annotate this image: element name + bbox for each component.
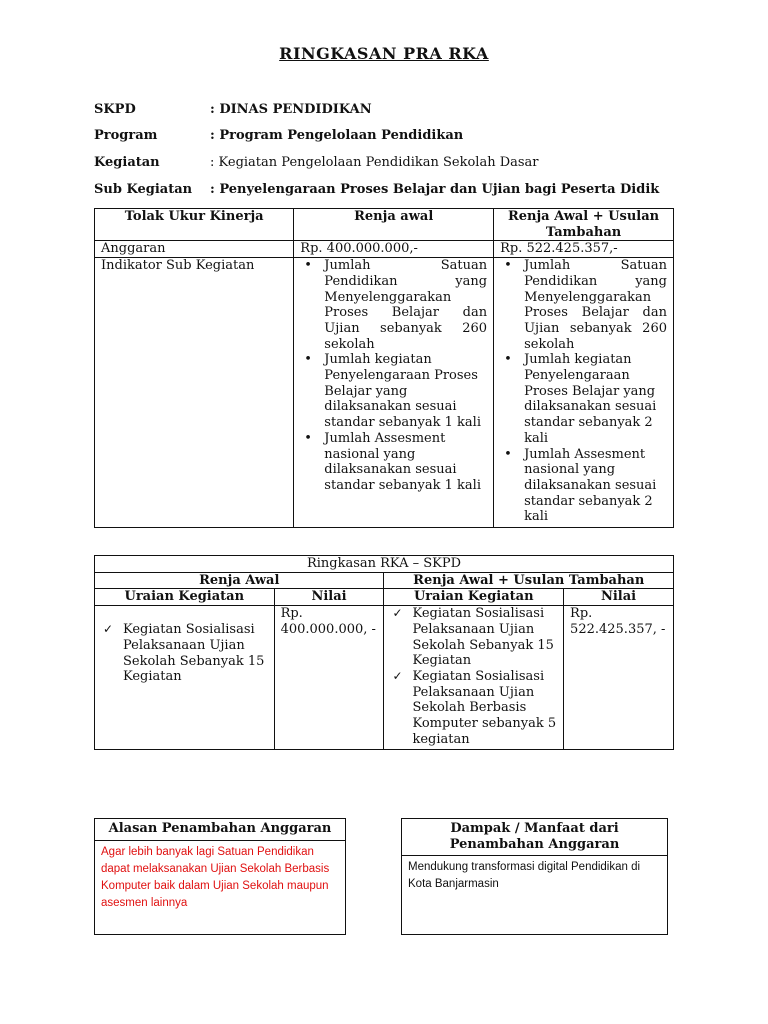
meta-program-label: Program [94, 128, 158, 143]
rka-summary-row [95, 606, 674, 750]
awal-uraian-cell [95, 606, 275, 750]
meta-skpd-label: SKPD [94, 102, 136, 117]
rka-summary-title: Ringkasan RKA – SKPD [95, 556, 674, 573]
tambahan-uraian-cell [384, 606, 564, 750]
anggaran-label: Anggaran [95, 241, 294, 258]
list-item: • Jumlah Assesment nasional yang dilaksanakan sesuai standar sebanyak 2 kali [500, 447, 667, 526]
list-item: • Jumlah kegiatan Penyelengaraan Proses Belajar yang dilaksanakan sesuai standar sebanyak 1 kali [300, 352, 487, 431]
list-item: • Jumlah kegiatan Penyelengaraan Proses Belajar yang dilaksanakan sesuai standar sebanyak 2 kali [500, 352, 667, 446]
header-tolak-ukur: Tolak Ukur Kinerja [95, 209, 294, 241]
indikator-row [95, 258, 674, 528]
alasan-body: Agar lebih banyak lagi Satuan Pendidikan dapat melaksanakan Ujian Sekolah Berbasis Komputer baik dalam Ujian Sekolah maupun asesmen lainnya [101, 845, 330, 909]
alasan-box [94, 818, 346, 935]
meta-skpd-value: : DINAS PENDIDIKAN [210, 102, 372, 117]
rka-summary-table [94, 555, 674, 750]
anggaran-awal: Rp. 400.000.000,- [294, 241, 494, 258]
tambahan-nilai-cell: Rp. 522.425.357, - [564, 606, 674, 750]
indikator-awal-cell [294, 258, 494, 528]
header-renja-tambahan: Renja Awal + Usulan Tambahan [494, 209, 674, 241]
dampak-header: Dampak / Manfaat dari Penambahan Anggaran [402, 819, 667, 856]
meta-kegiatan-label: Kegiatan [94, 155, 160, 170]
dampak-body: Mendukung transformasi digital Pendidikan di Kota Banjarmasin [408, 861, 641, 891]
col-nilai-tambahan: Nilai [564, 589, 674, 606]
list-item: • Jumlah Satuan Pendidikan yang Menyelenggarakan Proses Belajar dan Ujian sebanyak 260 sekolah [300, 258, 487, 352]
alasan-header: Alasan Penambahan Anggaran [95, 819, 345, 841]
group-renja-tambahan: Renja Awal + Usulan Tambahan [384, 572, 674, 589]
list-item: ✓ Kegiatan Sosialisasi Pelaksanaan Ujian Sekolah Berbasis Komputer sebanyak 5 kegiatan [392, 668, 557, 747]
col-uraian-awal: Uraian Kegiatan [95, 589, 275, 606]
awal-nilai-cell: Rp. 400.000.000, - [274, 606, 384, 750]
col-nilai-awal: Nilai [274, 589, 384, 606]
group-renja-awal: Renja Awal [95, 572, 384, 589]
check-icon: ✓ [103, 622, 114, 637]
indikator-table [94, 208, 674, 528]
list-item: • Jumlah Satuan Pendidikan yang Menyelenggarakan Proses Belajar dan Ujian sebanyak 260 sekolah [500, 258, 667, 352]
anggaran-row [95, 241, 674, 258]
meta-kegiatan-value: : Kegiatan Pengelolaan Pendidikan Sekolah Dasar [210, 155, 539, 170]
indikator-table-header [95, 209, 674, 241]
page-title: RINGKASAN PRA RKA [279, 44, 489, 63]
meta-sub-kegiatan-value: : Penyelengaraan Proses Belajar dan Ujian bagi Peserta Didik [210, 182, 660, 197]
meta-program-value: : Program Pengelolaan Pendidikan [210, 128, 464, 143]
list-item: • Jumlah Assesment nasional yang dilaksanakan sesuai standar sebanyak 1 kali [300, 431, 487, 494]
dampak-box [401, 818, 668, 935]
col-uraian-tambahan: Uraian Kegiatan [384, 589, 564, 606]
indikator-label: Indikator Sub Kegiatan [95, 258, 294, 528]
meta-sub-kegiatan-label: Sub Kegiatan [94, 182, 193, 197]
anggaran-tambahan: Rp. 522.425.357,- [494, 241, 674, 258]
header-renja-awal: Renja awal [294, 209, 494, 241]
list-item: ✓ Kegiatan Sosialisasi Pelaksanaan Ujian Sekolah Sebanyak 15 Kegiatan [103, 622, 265, 685]
check-icon: ✓ [392, 668, 403, 683]
check-icon: ✓ [392, 606, 403, 621]
indikator-tambahan-cell [494, 258, 674, 528]
list-item: ✓ Kegiatan Sosialisasi Pelaksanaan Ujian Sekolah Sebanyak 15 Kegiatan [392, 606, 554, 669]
